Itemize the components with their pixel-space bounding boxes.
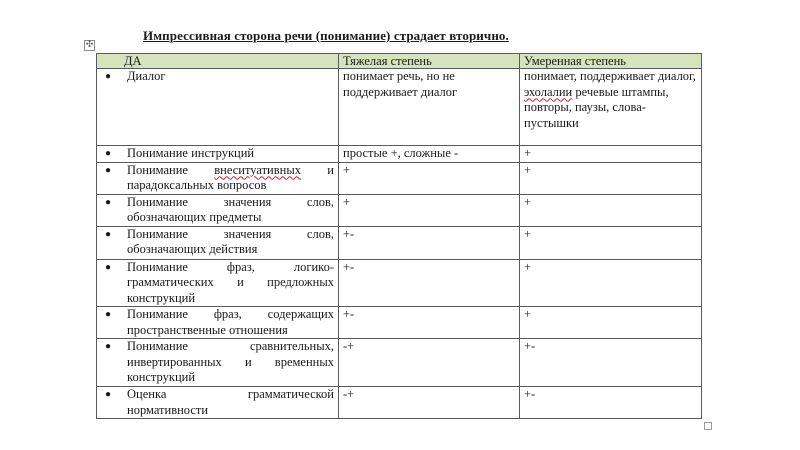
spelling-flagged-word[interactable]: внеситуативных: [214, 162, 301, 177]
bullet-icon: ●: [105, 148, 112, 159]
moderate-cell: +-: [520, 387, 702, 419]
moderate-cell: +: [520, 259, 702, 307]
severe-cell: -+: [339, 387, 520, 419]
severe-cell: простые +, сложные -: [339, 146, 520, 163]
page-title: Импрессивная сторона речи (понимание) страдает вторично.: [143, 28, 509, 43]
table-row: [97, 69, 702, 146]
table-row: [97, 194, 702, 226]
table-row: [97, 259, 702, 307]
category-cell: [97, 226, 339, 259]
header-yes: ДА: [97, 54, 339, 69]
moderate-cell: +: [520, 162, 702, 194]
category-cell: [97, 387, 339, 419]
resize-square-icon[interactable]: [704, 422, 712, 430]
move-cross-icon[interactable]: ✣: [85, 40, 94, 50]
severe-cell: +-: [339, 259, 520, 307]
header-moderate: Умеренная степень: [520, 54, 702, 69]
moderate-text: понимает, поддерживает диалог,: [524, 69, 696, 83]
category-text: [127, 163, 334, 194]
severe-cell: +: [339, 194, 520, 226]
category-text: Понимание значения слов, обозначающих предметы: [127, 194, 334, 224]
moderate-cell: [520, 69, 702, 146]
severe-cell: +-: [339, 226, 520, 259]
category-cell: [97, 146, 339, 163]
bullet-icon: ●: [105, 389, 112, 400]
category-cell: [97, 194, 339, 226]
table-row: [97, 387, 702, 419]
header-severe: Тяжелая степень: [339, 54, 520, 69]
table-row: [97, 146, 702, 163]
spelling-flagged-word[interactable]: эхолалии: [524, 84, 573, 99]
category-cell: [97, 339, 339, 387]
bullet-icon: ●: [105, 196, 112, 208]
bullet-icon: ●: [105, 341, 112, 352]
severe-cell: +: [339, 162, 520, 194]
table-header-row: [97, 54, 702, 69]
bullet-icon: ●: [105, 228, 112, 240]
moderate-text: речевые штампы, повторы, паузы, слова-пустышки: [524, 84, 669, 130]
table-row: [97, 162, 702, 194]
category-text: Диалог: [127, 69, 166, 83]
category-text-part: Понимание: [127, 162, 215, 177]
severe-cell: понимает речь, но не поддерживает диалог: [339, 69, 520, 146]
moderate-cell: +: [520, 194, 702, 226]
bullet-icon: ●: [105, 71, 112, 82]
category-text-part: и парадоксальных вопросов: [127, 162, 334, 192]
moderate-cell: +: [520, 226, 702, 259]
moderate-cell: +: [520, 307, 702, 339]
category-text: Понимание сравнительных, инвертированных и временных конструкций: [127, 339, 334, 384]
category-text: Понимание фраз, логико-грамматических и предложных конструкций: [127, 259, 334, 305]
severe-cell: +-: [339, 307, 520, 339]
table-row: [97, 226, 702, 259]
table-row: [97, 307, 702, 339]
moderate-cell: +-: [520, 339, 702, 387]
bullet-icon: ●: [105, 261, 112, 273]
category-text: Понимание инструкций: [127, 146, 255, 160]
category-cell: [97, 307, 339, 339]
bullet-icon: ●: [105, 164, 112, 176]
severe-cell: -+: [339, 339, 520, 387]
category-cell: [97, 259, 339, 307]
category-text: Понимание значения слов, обозначающих действия: [127, 226, 334, 256]
bullet-icon: ●: [105, 309, 112, 320]
category-cell: [97, 162, 339, 194]
table-row: [97, 339, 702, 387]
moderate-cell: +: [520, 146, 702, 163]
category-cell: [97, 69, 339, 146]
comparison-table: [96, 53, 702, 419]
category-text: Оценка грамматической нормативности: [127, 387, 334, 417]
category-text: Понимание фраз, содержащих пространственные отношения: [127, 307, 334, 337]
